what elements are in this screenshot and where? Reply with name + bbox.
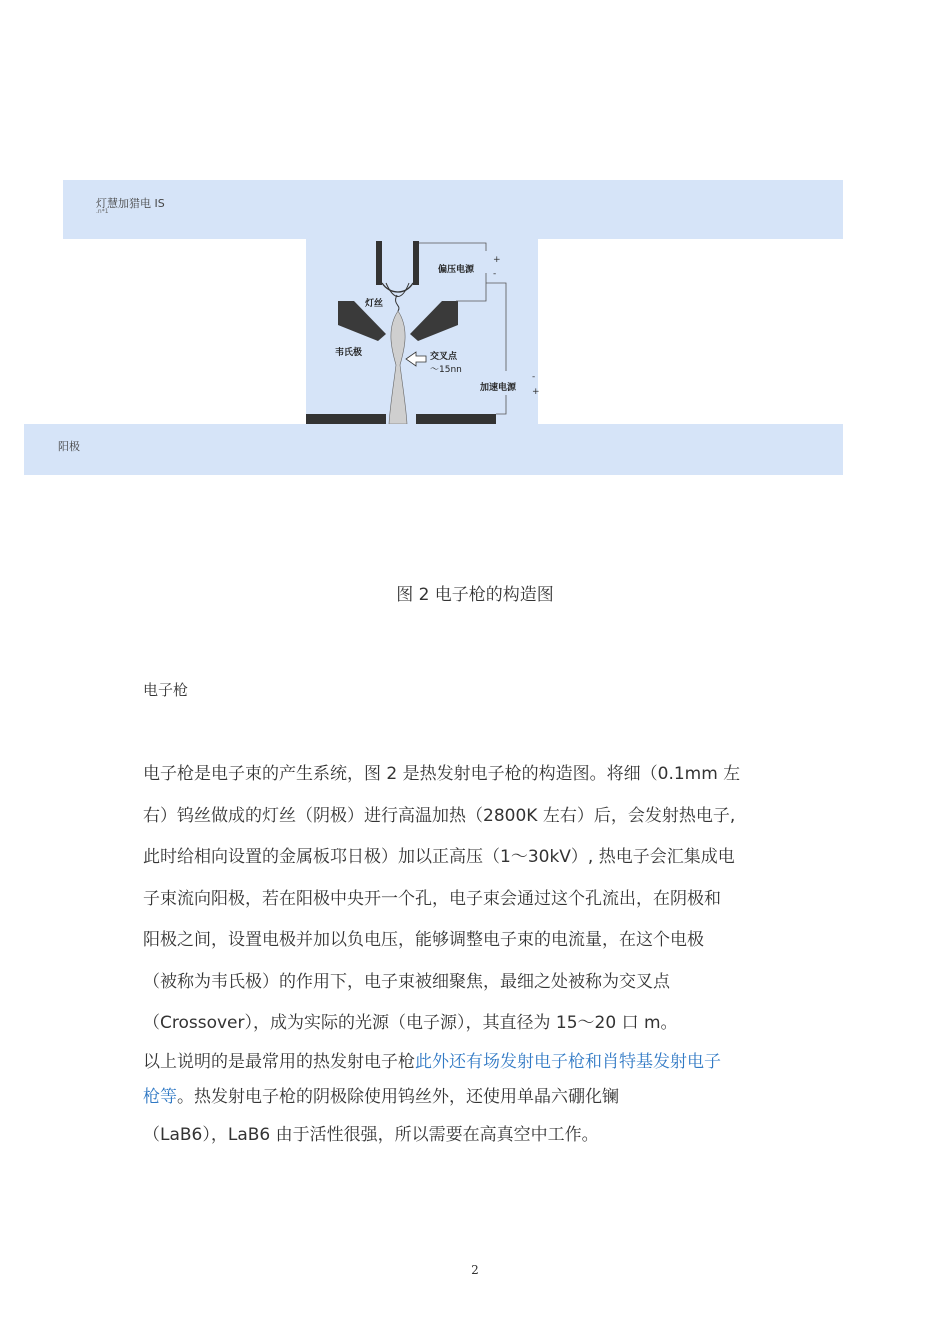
body-line: （Crossover），成为实际的光源（电子源），其直径为 15〜20 口 m。 [143,1013,678,1033]
bias-wire-bottom [456,273,486,301]
wehnelt-right [410,301,458,341]
diagram-svg [306,239,538,424]
section-heading: 电子枪 [143,681,189,699]
crossover-label: 交叉点 [430,352,458,362]
accel-supply-label: 加速电源 [480,383,517,393]
body-link-segment[interactable]: 枪等 [143,1086,177,1107]
page-number: 2 [471,1263,479,1277]
bias-minus-sign: - [493,269,497,279]
filament-label: 灯丝 [365,299,384,309]
body-line: 此时给相向设置的金属板邛日极）加以正高压（1〜30kV）, 热电子会汇集成电 [143,847,735,867]
body-text-segment: 。热发射电子枪的阴极除使用钨丝外，还使用单晶六硼化镧 [177,1086,619,1107]
accel-wire-bottom [496,395,506,414]
crossover-size-label: ～15nn [430,365,462,375]
body-line: 阳极之间，设置电极并加以负电压，能够调整电子束的电流量，在这个电极 [143,930,704,950]
bias-wire-top [419,243,486,251]
body-link-segment[interactable]: 此外还有场发射电子枪和肖特基发射电子 [415,1051,721,1072]
band-top-label: 灯慧加猎电 IS [96,197,165,210]
bias-supply-label: 偏压电源 [438,265,475,275]
body-line: 右）钨丝做成的灯丝（阴极）进行高温加热（2800K 左右）后，会发射热电子, [143,805,736,826]
right-filament-holder [413,241,419,285]
figure-caption: 图 2 电子枪的构造图 [396,585,554,605]
body-line: （被称为韦氏极）的作用下，电子束被细聚焦，最细之处被称为交叉点 [143,971,670,992]
anode-right [416,414,496,424]
body-line: 电子枪是电子束的产生系统，图 2 是热发射电子枪的构造图。将细（0.1mm 左 [143,764,741,784]
electron-gun-diagram [306,239,538,424]
crossover-arrow [406,352,426,366]
accel-wire-top [486,283,506,371]
left-filament-holder [376,241,382,285]
accel-plus-sign: + [532,387,540,397]
body-line [143,1045,823,1079]
band-top-sublabel: .n*1 [96,208,109,215]
accel-minus-sign: - [532,372,536,382]
body-paragraph [143,754,823,1156]
figure-band-bottom [24,424,843,475]
body-text-segment: 以上说明的是最常用的热发射电子枪 [143,1051,415,1072]
filament-tip [396,295,399,311]
body-line: 子束流向阳极，若在阳极中央开一个孔，电子束会通过这个孔流出，在阴极和 [143,888,721,909]
wehnelt-label: 韦氏极 [335,348,363,358]
body-line: （LaB6），LaB6 由于活性很强，所以需要在高真空中工作。 [143,1124,599,1145]
bias-plus-sign: + [493,255,501,265]
filament-wire-inner [386,283,409,297]
anode-left [306,414,386,424]
electron-beam [389,311,407,424]
body-line [143,1079,823,1115]
anode-label: 阳极 [58,440,80,453]
figure-band-top [63,180,843,239]
